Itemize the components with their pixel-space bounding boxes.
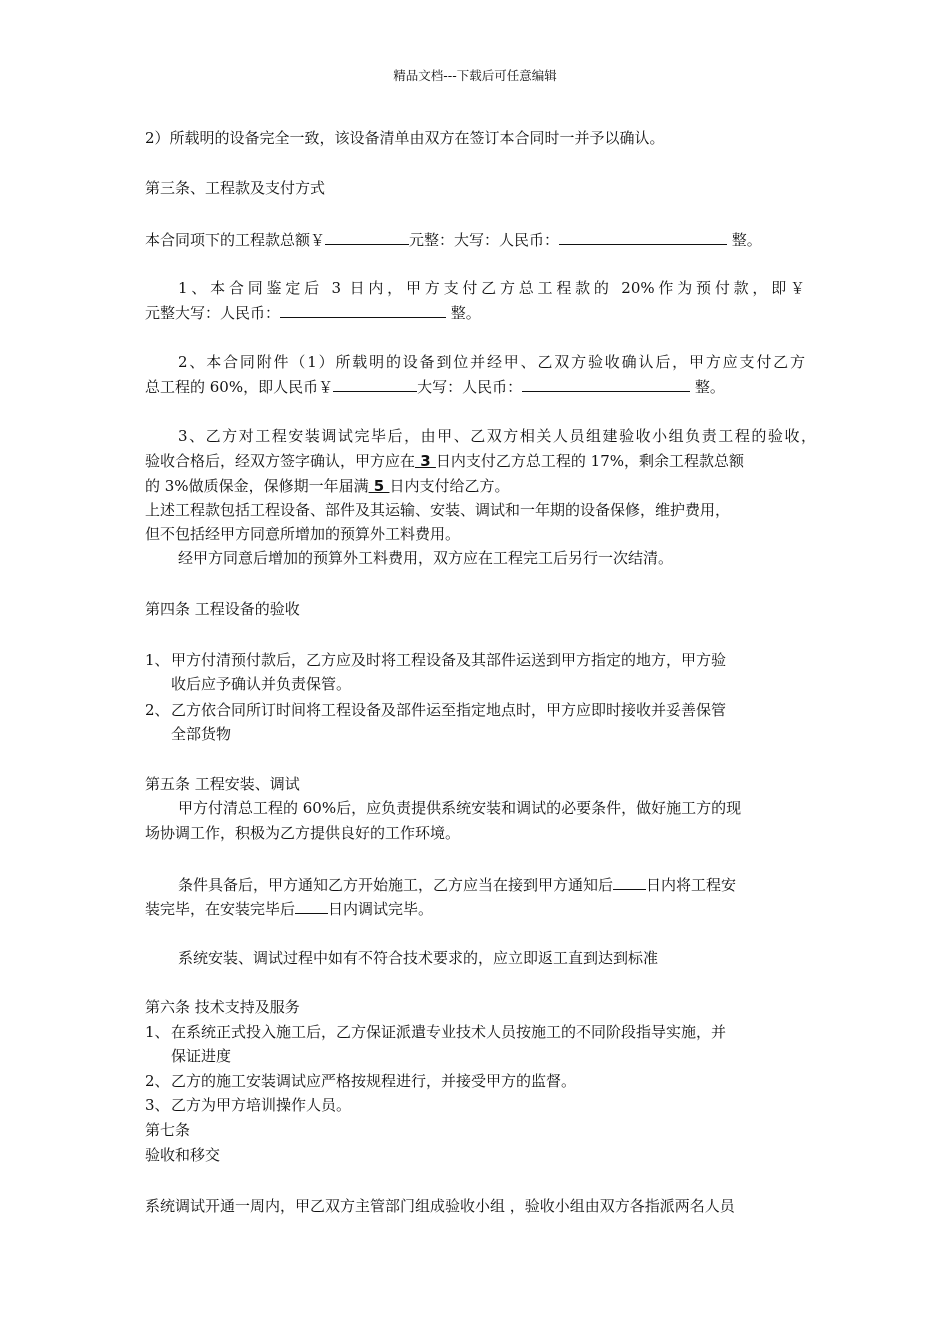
article-6-item-2-line-1: 乙方的施工安装调试应严格按规程进行，并接受甲方的监督。 [171,1072,577,1090]
article-5-para-1-line-2: 场协调工作，积极为乙方提供良好的工作环境。 [145,824,461,842]
article-4-item-1-number: 1、 [145,651,170,669]
article-6-item-2-number: 2、 [145,1072,170,1090]
payment-2-line-2: 总工程的 60%，即人民币￥ 大写：人民币： 整。 [145,378,725,396]
payment-1-line-1: 1、本合同鉴定后 3 日内，甲方支付乙方总工程款的 20%作为预付款，即￥ [178,279,805,297]
install-days-blank [613,874,646,890]
debug-days-blank [295,898,328,914]
line-equipment-list-confirmation: 2）所载明的设备完全一致，该设备清单由双方在签订本合同时一并予以确认。 [145,129,665,147]
article-4-item-2-line-1: 乙方依合同所订时间将工程设备及部件运至指定地点时，甲方应即时接收并妥善保管 [171,701,727,719]
total-amount-words-blank [559,229,727,245]
article-3-title: 第三条、工程款及支付方式 [145,179,326,197]
article-6-item-1-line-1: 在系统正式投入施工后，乙方保证派遣专业技术人员按施工的不同阶段指导实施，并 [171,1023,727,1041]
warranty-days-value: 5 [368,477,390,495]
article-5-para-3: 系统安装、调试过程中如有不符合技术要求的，应立即返工直到达到标准 [178,949,659,967]
article-5-para-1-line-1: 甲方付清总工程的 60%后，应负责提供系统安装和调试的必要条件，做好施工方的现 [178,799,742,817]
payment-3-line-2: 验收合格后，经双方签字确认，甲方应在 3 日内支付乙方总工程的 17%，剩余工程款总额 [145,452,745,470]
article-4-item-1-line-1: 甲方付清预付款后，乙方应及时将工程设备及其部件运送到甲方指定的地方，甲方验 [171,651,727,669]
payment-3-line-5: 但不包括经甲方同意所增加的预算外工料费用。 [145,525,461,543]
second-payment-blank [333,376,417,392]
article-4-item-2-line-2: 全部货物 [171,725,232,743]
article-5-title: 第五条 工程安装、调试 [145,775,300,793]
article-7-para-1: 系统调试开通一周内，甲乙双方主管部门组成验收小组 ，验收小组由双方各指派两名人员 [145,1197,735,1215]
payment-3-line-4: 上述工程款包括工程设备、部件及其运输、安装、调试和一年期的设备保修，维护费用， [145,501,731,519]
second-payment-words-blank [522,376,690,392]
article-6-item-3-line-1: 乙方为甲方培训操作人员。 [171,1096,352,1114]
article-6-title: 第六条 技术支持及服务 [145,998,300,1016]
total-amount-blank [325,229,409,245]
total-amount-line: 本合同项下的工程款总额￥ 元整：大写：人民币： 整。 [145,231,762,249]
payment-1-line-2: 元整大写：人民币： 整。 [145,304,481,322]
article-4-title: 第四条 工程设备的验收 [145,600,300,618]
article-6-item-1-number: 1、 [145,1023,170,1041]
article-4-item-1-line-2: 收后应予确认并负责保管。 [171,675,352,693]
article-6-item-3-number: 3、 [145,1096,170,1114]
payment-days-value: 3 [415,452,436,470]
article-5-para-2-line-1: 条件具备后，甲方通知乙方开始施工，乙方应当在接到甲方通知后 日内将工程安 [178,876,737,894]
article-7-subtitle: 验收和移交 [145,1146,221,1164]
article-7-title: 第七条 [145,1121,191,1139]
page-header: 精品文档---下载后可任意编辑 [393,68,557,83]
article-4-item-2-number: 2、 [145,701,170,719]
payment-3-line-6: 经甲方同意后增加的预算外工料费用，双方应在工程完工后另行一次结清。 [178,549,674,567]
prepayment-words-blank [280,302,446,318]
article-6-item-1-line-2: 保证进度 [171,1047,232,1065]
payment-3-line-3: 的 3%做质保金，保修期一年届满 5 日内支付给乙方。 [145,477,510,495]
article-5-para-2-line-2: 装完毕，在安装完毕后 日内调试完毕。 [145,900,434,918]
payment-3-line-1: 3、乙方对工程安装调试完毕后，由甲、乙双方相关人员组建验收小组负责工程的验收， [178,427,816,445]
payment-2-line-1: 2、本合同附件（1）所载明的设备到位并经甲、乙双方验收确认后，甲方应支付乙方 [178,353,805,371]
